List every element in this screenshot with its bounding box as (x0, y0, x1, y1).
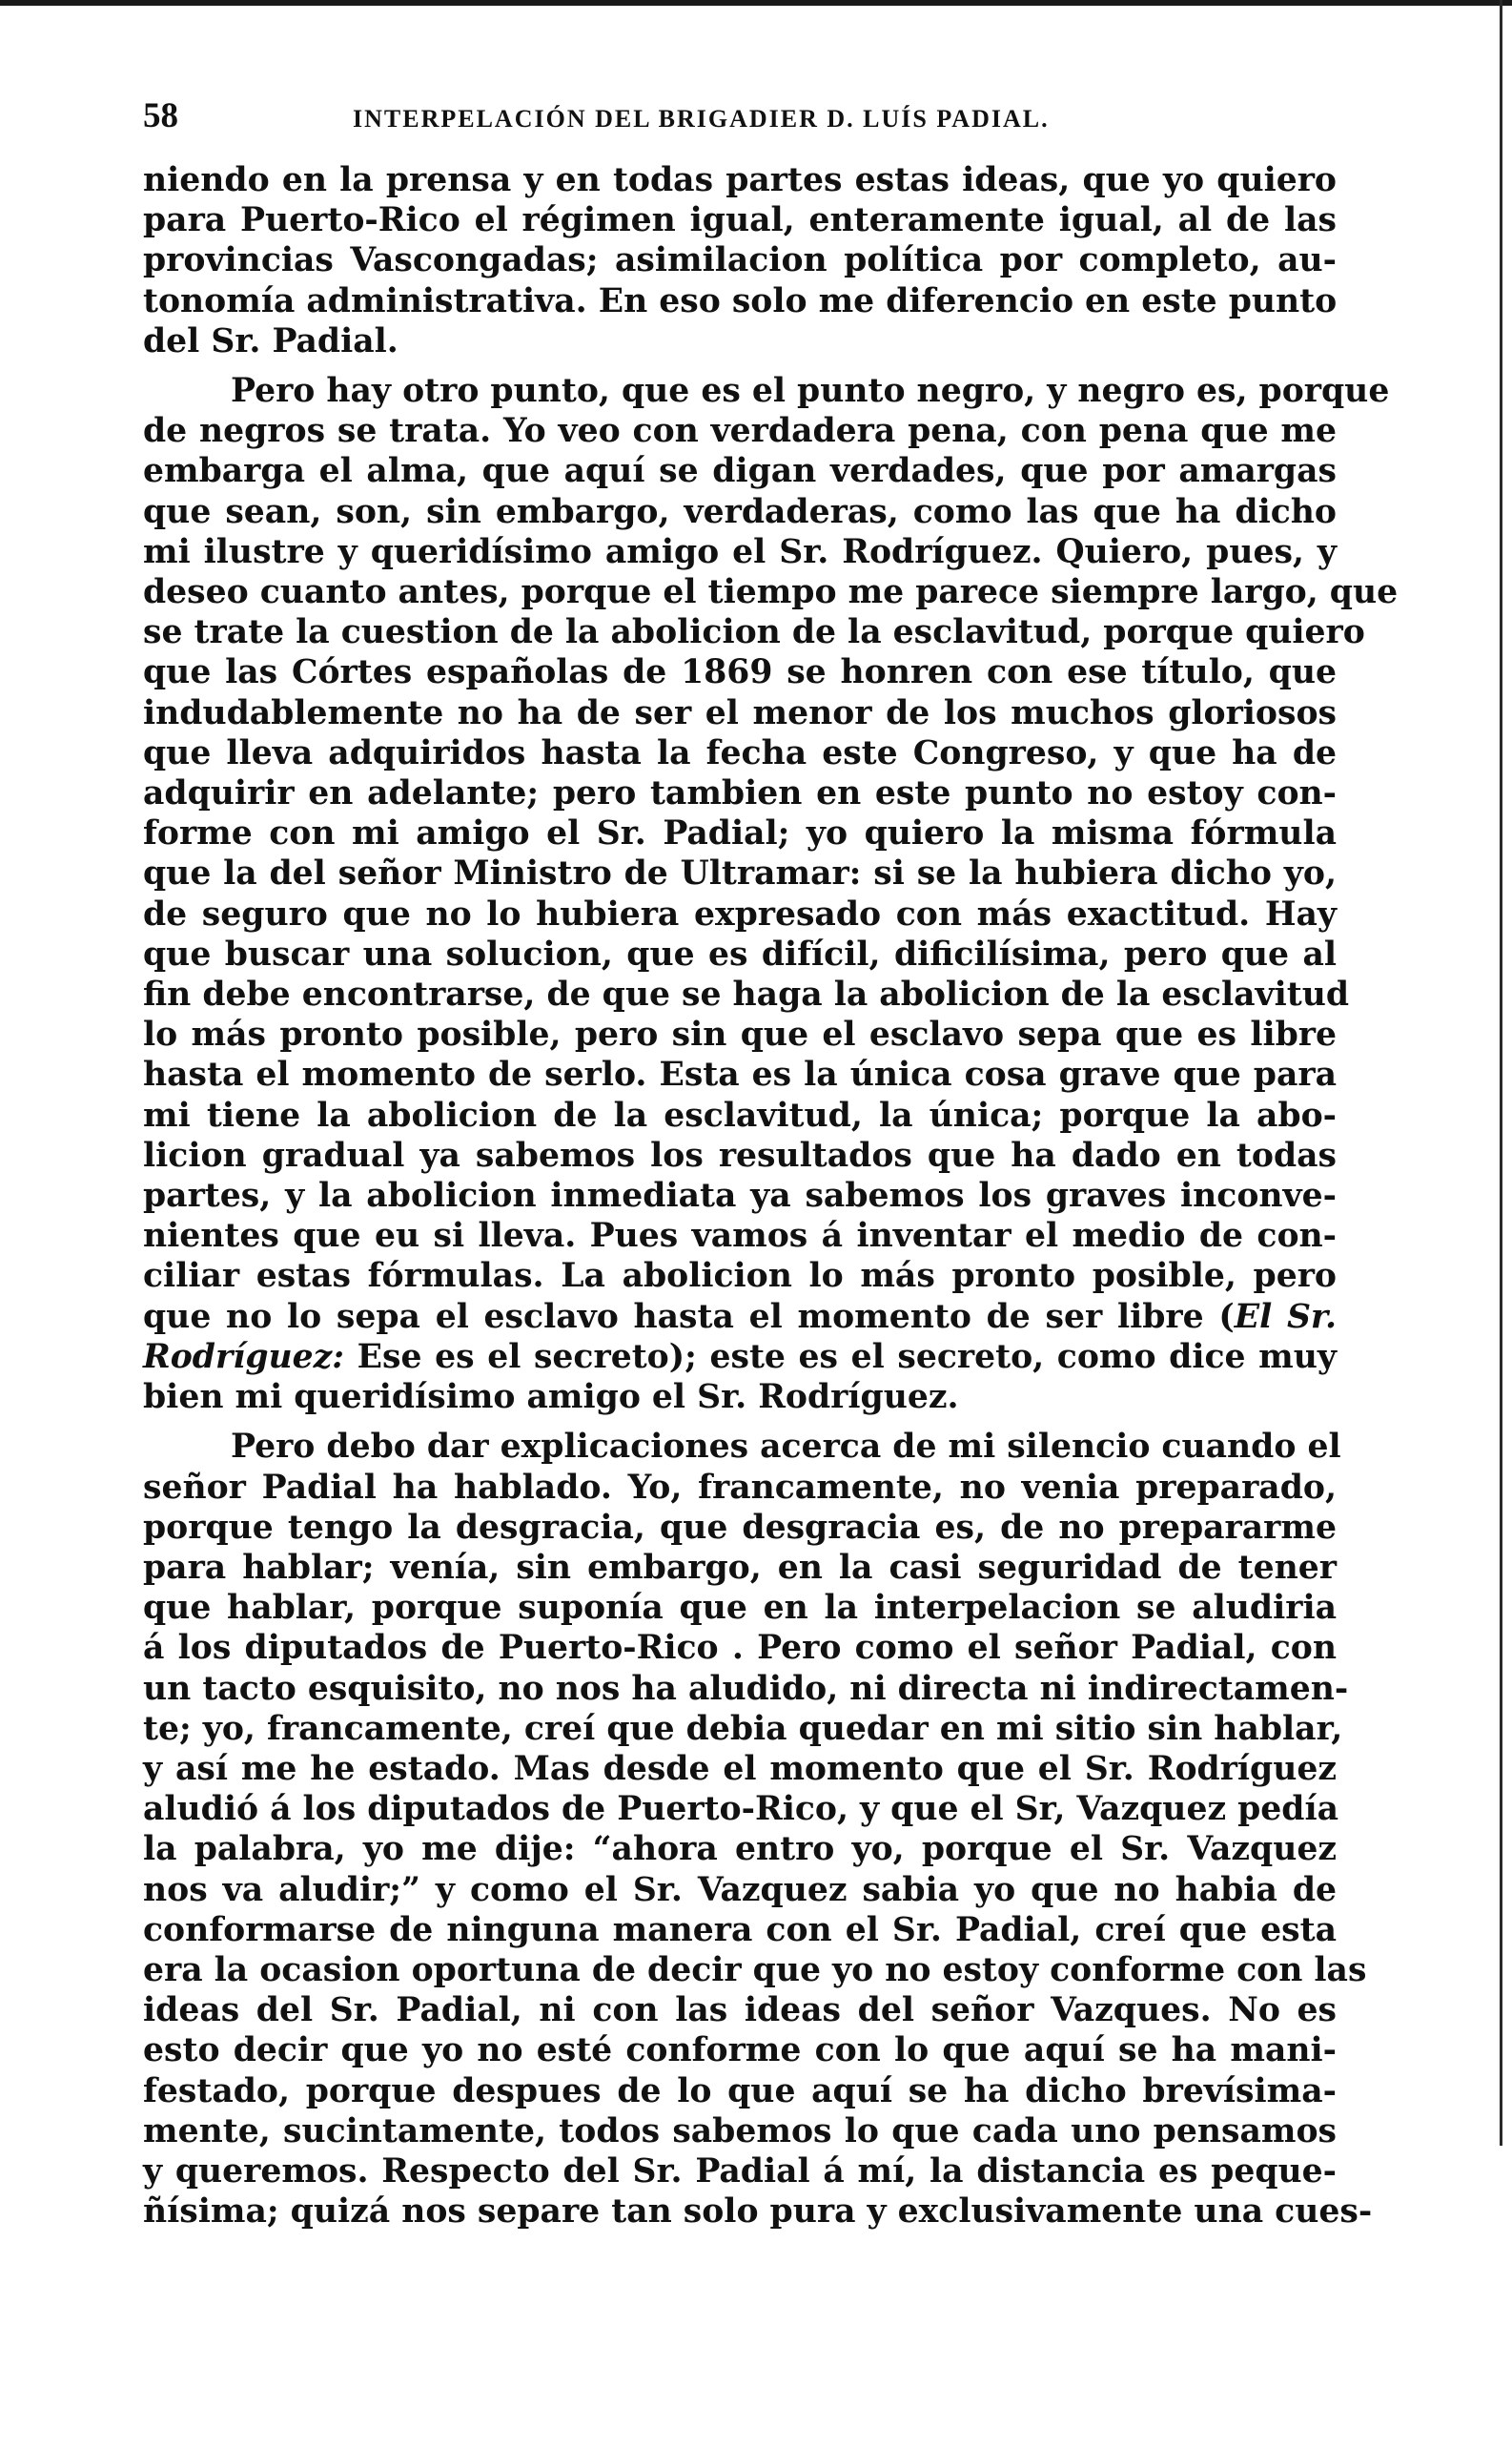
text-line: deseo cuanto antes, porque el tiempo me parece siempre largo, que (143, 573, 1399, 612)
text-line: que sean, son, sin embargo, verdaderas, como las que ha dicho (143, 492, 1337, 531)
text-line: Pero debo dar explicaciones acerca de mi silencio cuando el (231, 1428, 1341, 1467)
text-line: conformarse de ninguna manera con el Sr. Padial, creí que esta (143, 1910, 1337, 1949)
text-line: fin debe encontrarse, de que se haga la abolicion de la esclavitud (143, 976, 1350, 1015)
speaker-interjection: Rodríguez: (143, 1337, 345, 1376)
text-line: ciliar estas fórmulas. La abolicion lo más pronto posible, pero (143, 1257, 1337, 1296)
text-line: adquirir en adelante; pero tambien en este punto no estoy con- (143, 774, 1337, 813)
text-line: Rodríguez: Ese es el secreto); este es el secreto, como dice muy (143, 1337, 1337, 1376)
text-line: forme con mi amigo el Sr. Padial; yo quiero la misma fórmula (143, 814, 1337, 854)
text-line: bien mi queridísimo amigo el Sr. Rodríguez. (143, 1378, 959, 1417)
text-line: ideas del Sr. Padial, ni con las ideas del señor Vazques. No es (143, 1991, 1337, 2030)
text-line: de negros se trata. Yo veo con verdadera pena, con pena que me (143, 412, 1337, 451)
text-line: para Puerto-Rico el régimen igual, enteramente igual, al de las (143, 201, 1337, 240)
speaker-interjection: El Sr. (1234, 1297, 1337, 1336)
book-page (143, 95, 1399, 2232)
text-line: indudablemente no ha de ser el menor de los muchos gloriosos (143, 693, 1337, 732)
text-line: nientes que eu si lleva. Pues vamos á inventar el medio de con- (143, 1217, 1337, 1256)
running-head (143, 95, 1337, 153)
text-line: porque tengo la desgracia, que desgracia es, de no prepararme (143, 1508, 1337, 1547)
text-line: partes, y la abolicion inmediata ya sabemos los graves inconve- (143, 1177, 1337, 1216)
text-line: esto decir que yo no esté conforme con lo que aquí se ha mani- (143, 2031, 1337, 2070)
scan-right-edge (1500, 0, 1502, 2146)
text-line: te; yo, francamente, creí que debia quedar en mi sitio sin hablar, (143, 1709, 1343, 1748)
text-line: ñísima; quizá nos separe tan solo pura y exclusivamente una cues- (143, 2192, 1373, 2232)
text-line: aludió á los diputados de Puerto-Rico, y que el Sr, Vazquez pedía (143, 1790, 1339, 1829)
text-line: nos va aludir;” y como el Sr. Vazquez sabia yo que no habia de (143, 1870, 1337, 1909)
scan-top-edge (0, 0, 1512, 6)
text-line: que lleva adquiridos hasta la fecha este Congreso, y que ha de (143, 733, 1337, 772)
text-line: de seguro que no lo hubiera expresado con más exactitud. Hay (143, 895, 1337, 934)
text-line: y queremos. Respecto del Sr. Padial á mí, la distancia es peque- (143, 2151, 1337, 2191)
text-line: y así me he estado. Mas desde el momento que el Sr. Rodríguez (143, 1749, 1337, 1788)
text-line: hasta el momento de serlo. Esta es la única cosa grave que para (143, 1056, 1337, 1095)
text-line: señor Padial ha hablado. Yo, francamente, no venia preparado, (143, 1468, 1337, 1507)
text-line: se trate la cuestion de la abolicion de la esclavitud, porque quiero (143, 613, 1365, 652)
text-line: mi ilustre y queridísimo amigo el Sr. Rodríguez. Quiero, pues, y (143, 532, 1337, 571)
text-line: que buscar una solucion, que es difícil, dificilísima, pero que al (143, 935, 1337, 974)
text-line: Pero hay otro punto, que es el punto negro, y negro es, porque (231, 372, 1390, 411)
text-line: niendo en la prensa y en todas partes estas ideas, que yo quiero (143, 161, 1337, 199)
text-line: provincias Vascongadas; asimilacion política por completo, au- (143, 241, 1337, 280)
text-line: á los diputados de Puerto-Rico . Pero como el señor Padial, con (143, 1629, 1337, 1668)
text-line: embarga el alma, que aquí se digan verdades, que por amargas (143, 452, 1337, 491)
paragraph-gap (143, 361, 1337, 371)
paragraph (143, 160, 1337, 361)
text-line: la palabra, yo me dije: “ahora entro yo, porque el Sr. Vazquez (143, 1830, 1337, 1869)
text-line: para hablar; venía, sin embargo, en la casi seguridad de tener (143, 1548, 1337, 1587)
paragraph (143, 371, 1399, 1417)
text-line: licion gradual ya sabemos los resultados que ha dado en todas (143, 1136, 1337, 1175)
paragraph (143, 1427, 1373, 2232)
text-line: lo más pronto posible, pero sin que el esclavo sepa que es libre (143, 1016, 1337, 1055)
text-line: era la ocasion oportuna de decir que yo no estoy conforme con las (143, 1950, 1367, 1989)
text-line: tonomía administrativa. En eso solo me diferencio en este punto (143, 281, 1338, 320)
text-line: del Sr. Padial. (143, 321, 398, 360)
running-title: INTERPELACIÓN DEL BRIGADIER D. LUÍS PADIAL. (353, 105, 1050, 133)
text-line: un tacto esquisito, no nos ha aludido, ni directa ni indirectamen- (143, 1669, 1349, 1708)
text-line: que no lo sepa el esclavo hasta el momento de ser libre (El Sr. (143, 1297, 1337, 1336)
page-number: 58 (143, 96, 178, 135)
text-line: mi tiene la abolicion de la esclavitud, la única; porque la abo- (143, 1096, 1337, 1135)
text-line: que las Córtes españolas de 1869 se honren con ese título, que (143, 653, 1337, 692)
text-line: que la del señor Ministro de Ultramar: si se la hubiera dicho yo, (143, 854, 1337, 894)
text-line: festado, porque despues de lo que aquí se ha dicho brevísima- (143, 2071, 1337, 2110)
body-text (143, 160, 1399, 2232)
text-line: que hablar, porque suponía que en la interpelacion se aludiria (143, 1589, 1337, 1628)
text-line: mente, sucintamente, todos sabemos lo que cada uno pensamos (143, 2111, 1337, 2150)
paragraph-gap (143, 1417, 1337, 1427)
